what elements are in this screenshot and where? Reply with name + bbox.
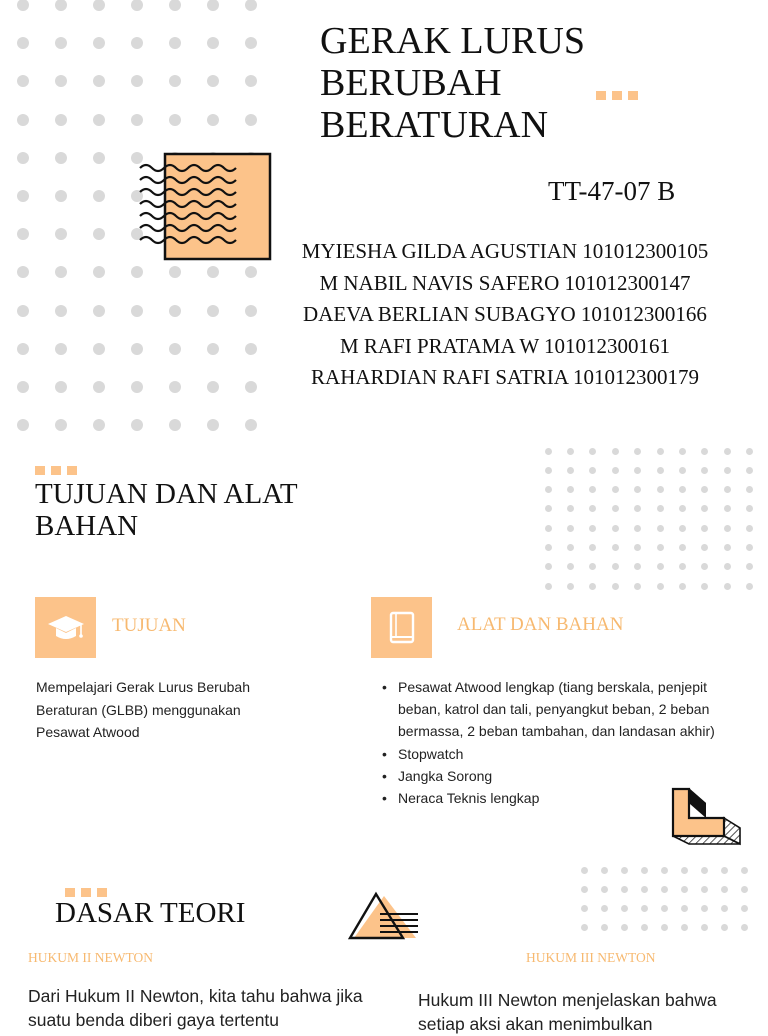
decorative-dot: [634, 544, 641, 551]
decorative-dot: [746, 583, 753, 590]
decorative-dot: [169, 305, 181, 317]
decorative-dot: [169, 381, 181, 393]
decorative-dot: [634, 563, 641, 570]
member-item: M RAFI PRATAMA W 101012300161: [339, 333, 671, 358]
decorative-dot: [661, 905, 668, 912]
decorative-dot: [681, 867, 688, 874]
decorative-dot: [701, 448, 708, 455]
decorative-dot: [746, 563, 753, 570]
title-line: GERAK LURUS: [320, 20, 585, 62]
tujuan-icon-box: [35, 597, 96, 658]
decorative-dot: [657, 544, 664, 551]
book-icon: [387, 610, 417, 646]
decorative-dot: [741, 905, 748, 912]
decorative-dot: [601, 886, 608, 893]
decorative-dot: [701, 924, 708, 931]
decorative-dot: [55, 190, 67, 202]
decorative-dot: [721, 905, 728, 912]
decorative-dot: [657, 583, 664, 590]
decorative-dot: [657, 563, 664, 570]
decorative-dot: [245, 0, 257, 11]
decorative-dot: [724, 525, 731, 532]
decorative-dot: [679, 525, 686, 532]
decorative-dot: [93, 419, 105, 431]
alat-label: ALAT DAN BAHAN: [457, 614, 624, 635]
decorative-dot: [17, 266, 29, 278]
decorative-dot: [55, 152, 67, 164]
decorative-dot: [634, 583, 641, 590]
decorative-dot: [93, 190, 105, 202]
section-title-objectives: [35, 478, 355, 542]
decorative-dot: [245, 266, 257, 278]
decorative-dot: [131, 419, 143, 431]
decorative-dot: [641, 924, 648, 931]
decorative-dot: [681, 886, 688, 893]
decorative-dot: [724, 486, 731, 493]
decorative-dot: [612, 505, 619, 512]
decorative-dot: [567, 448, 574, 455]
decorative-dot: [657, 467, 664, 474]
column-heading-newton-3: HUKUM III NEWTON: [526, 950, 656, 965]
section-title-line: TUJUAN DAN ALAT: [35, 478, 298, 510]
decorative-dot: [93, 305, 105, 317]
decorative-dot: [612, 583, 619, 590]
decorative-dot: [55, 305, 67, 317]
decorative-dot: [721, 924, 728, 931]
decorative-dot: [589, 505, 596, 512]
decorative-dot: [207, 75, 219, 87]
decorative-dot: [612, 486, 619, 493]
decorative-dot: [93, 114, 105, 126]
decorative-dot: [589, 448, 596, 455]
decorative-dot: [634, 505, 641, 512]
decorative-dot: [612, 544, 619, 551]
decorative-dot: [169, 419, 181, 431]
decorative-dot: [641, 886, 648, 893]
decorative-dot: [567, 486, 574, 493]
decorative-dot: [701, 505, 708, 512]
decorative-dot: [17, 343, 29, 355]
list-item: • Jangka Sorong: [382, 765, 722, 787]
decorative-dot: [589, 467, 596, 474]
decorative-dot: [245, 381, 257, 393]
decorative-dot: [93, 37, 105, 49]
decorative-dot: [657, 505, 664, 512]
decorative-dot: [701, 563, 708, 570]
decorative-dot: [567, 505, 574, 512]
list-item: • Neraca Teknis lengkap: [382, 787, 722, 809]
decorative-dot: [724, 448, 731, 455]
decorative-dot: [724, 563, 731, 570]
decorative-dot: [567, 583, 574, 590]
member-item: MYIESHA GILDA AGUSTIAN 101012300105: [301, 239, 709, 263]
decorative-dot: [679, 544, 686, 551]
l-block-illustration: [668, 786, 748, 850]
decorative-dot: [701, 525, 708, 532]
decorative-dot: [207, 37, 219, 49]
decorative-dot: [724, 467, 731, 474]
tujuan-label: TUJUAN: [112, 615, 186, 636]
accent-squares: [35, 462, 83, 471]
decorative-dot: [741, 867, 748, 874]
decorative-dot: [681, 924, 688, 931]
section-title-line: BAHAN: [35, 510, 139, 542]
alat-icon-box: [371, 597, 432, 658]
decorative-dot: [581, 924, 588, 931]
member-item: M NABIL NAVIS SAFERO 101012300147: [319, 270, 691, 295]
decorative-dot: [245, 419, 257, 431]
decorative-dot: [661, 886, 668, 893]
decorative-dot: [701, 886, 708, 893]
decorative-dot: [169, 114, 181, 126]
decorative-dot: [601, 905, 608, 912]
decorative-dot: [746, 486, 753, 493]
decorative-dot: [17, 228, 29, 240]
decorative-dot: [55, 419, 67, 431]
page-title: [320, 20, 585, 146]
decorative-dot: [612, 563, 619, 570]
decorative-dot: [545, 525, 552, 532]
decorative-dot: [131, 266, 143, 278]
decorative-dot: [93, 75, 105, 87]
decorative-dot: [657, 448, 664, 455]
decorative-dot: [621, 924, 628, 931]
decorative-dot: [701, 467, 708, 474]
decorative-dot: [131, 75, 143, 87]
decorative-dot: [545, 448, 552, 455]
column-text-newton-3: Hukum III Newton menjelaskan bahwa setiap aksi akan menimbulkan: [418, 990, 717, 1034]
decorative-dot: [545, 467, 552, 474]
triangle-illustration: [346, 890, 424, 942]
decorative-dot: [55, 114, 67, 126]
decorative-dot: [207, 114, 219, 126]
decorative-dot: [567, 467, 574, 474]
decorative-dot: [567, 544, 574, 551]
decorative-dot: [169, 266, 181, 278]
decorative-dot: [589, 486, 596, 493]
decorative-dot: [701, 867, 708, 874]
column-heading-newton-2: HUKUM II NEWTON: [28, 950, 153, 965]
decorative-dot: [17, 190, 29, 202]
decorative-dot: [131, 305, 143, 317]
decorative-dot: [17, 75, 29, 87]
decorative-dot: [245, 75, 257, 87]
wave-box-illustration: [136, 150, 276, 265]
decorative-dot: [721, 867, 728, 874]
decorative-dot: [679, 467, 686, 474]
decorative-dot: [55, 75, 67, 87]
decorative-dot: [661, 867, 668, 874]
decorative-dot: [701, 583, 708, 590]
decorative-dot: [681, 905, 688, 912]
section-title-theory: DASAR TEORI: [55, 897, 246, 929]
decorative-dot: [701, 905, 708, 912]
decorative-dot: [245, 343, 257, 355]
decorative-dot: [621, 905, 628, 912]
decorative-dot: [55, 37, 67, 49]
decorative-dot: [746, 448, 753, 455]
decorative-dot: [701, 486, 708, 493]
member-item: DAEVA BERLIAN SUBAGYO 101012300166: [303, 302, 707, 327]
decorative-dot: [721, 886, 728, 893]
decorative-dot: [581, 905, 588, 912]
title-line: BERUBAH: [320, 62, 502, 104]
decorative-dot: [131, 0, 143, 11]
decorative-dot: [93, 381, 105, 393]
decorative-dot: [93, 228, 105, 240]
decorative-dot: [679, 583, 686, 590]
decorative-dot: [589, 525, 596, 532]
decorative-dot: [245, 37, 257, 49]
decorative-dot: [634, 486, 641, 493]
column-text-newton-2: Dari Hukum II Newton, kita tahu bahwa jika suatu benda diberi gaya tertentu: [28, 986, 363, 1030]
decorative-dot: [207, 343, 219, 355]
decorative-dot: [17, 37, 29, 49]
decorative-dot: [601, 867, 608, 874]
decorative-dot: [93, 0, 105, 11]
decorative-dot: [55, 0, 67, 11]
decorative-dot: [612, 448, 619, 455]
decorative-dot: [581, 886, 588, 893]
decorative-dot: [701, 544, 708, 551]
decorative-dot: [169, 0, 181, 11]
decorative-dot: [567, 525, 574, 532]
decorative-dot: [17, 152, 29, 164]
decorative-dot: [589, 583, 596, 590]
decorative-dot: [55, 228, 67, 240]
decorative-dot: [589, 563, 596, 570]
decorative-dot: [131, 381, 143, 393]
decorative-dot: [17, 114, 29, 126]
decorative-dot: [641, 905, 648, 912]
decorative-dot: [621, 886, 628, 893]
decorative-dot: [746, 467, 753, 474]
decorative-dot: [601, 924, 608, 931]
decorative-dot: [207, 305, 219, 317]
decorative-dot: [634, 525, 641, 532]
decorative-dot: [55, 381, 67, 393]
tujuan-text: Mempelajari Gerak Lurus Berubah Beraturan (GLBB) menggunakan Pesawat Atwood: [36, 679, 250, 740]
decorative-dot: [679, 448, 686, 455]
decorative-dot: [207, 0, 219, 11]
decorative-dot: [746, 544, 753, 551]
member-list: [270, 236, 740, 394]
decorative-dot: [131, 343, 143, 355]
decorative-dot: [741, 886, 748, 893]
decorative-dot: [679, 505, 686, 512]
decorative-dot: [17, 305, 29, 317]
decorative-dot: [55, 343, 67, 355]
decorative-dot: [545, 544, 552, 551]
decorative-dot: [93, 343, 105, 355]
decorative-dot: [567, 563, 574, 570]
decorative-dot: [93, 152, 105, 164]
decorative-dot: [17, 0, 29, 11]
decorative-dot: [746, 505, 753, 512]
decorative-dot: [657, 486, 664, 493]
decorative-dot: [169, 75, 181, 87]
decorative-dot: [634, 467, 641, 474]
decorative-dot: [679, 563, 686, 570]
list-item: • Pesawat Atwood lengkap (tiang berskala, penjepit beban, katrol dan tali, penyangkut beban, 2 beban bermassa, 2 beban tambahan, dan landasan akhir): [382, 676, 722, 743]
decorative-dot: [724, 505, 731, 512]
list-item: • Stopwatch: [382, 743, 722, 765]
title-line: BERATURAN: [320, 104, 549, 146]
decorative-dot: [641, 867, 648, 874]
decorative-dot: [169, 343, 181, 355]
decorative-dot: [545, 583, 552, 590]
member-item: RAHARDIAN RAFI SATRIA 101012300179: [311, 365, 699, 390]
accent-squares: [65, 884, 113, 893]
decorative-dot: [657, 525, 664, 532]
decorative-dot: [545, 486, 552, 493]
decorative-dot: [17, 419, 29, 431]
decorative-dot: [581, 867, 588, 874]
decorative-dot: [679, 486, 686, 493]
decorative-dot: [245, 305, 257, 317]
decorative-dot: [612, 525, 619, 532]
decorative-dot: [612, 467, 619, 474]
decorative-dot: [93, 266, 105, 278]
decorative-dot: [131, 37, 143, 49]
decorative-dot: [131, 114, 143, 126]
decorative-dot: [545, 505, 552, 512]
decorative-dot: [207, 419, 219, 431]
decorative-dot: [741, 924, 748, 931]
decorative-dot: [724, 544, 731, 551]
decorative-dot: [169, 37, 181, 49]
decorative-dot: [746, 525, 753, 532]
decorative-dot: [589, 544, 596, 551]
decorative-dot: [545, 563, 552, 570]
decorative-dot: [661, 924, 668, 931]
decorative-dot: [245, 114, 257, 126]
accent-squares: [596, 87, 644, 96]
decorative-dot: [621, 867, 628, 874]
decorative-dot: [17, 381, 29, 393]
decorative-dot: [634, 448, 641, 455]
decorative-dot: [55, 266, 67, 278]
decorative-dot: [724, 583, 731, 590]
decorative-dot: [207, 381, 219, 393]
graduation-cap-icon: [46, 612, 86, 644]
class-code: TT-47-07 B: [548, 176, 676, 206]
decorative-dot: [207, 266, 219, 278]
